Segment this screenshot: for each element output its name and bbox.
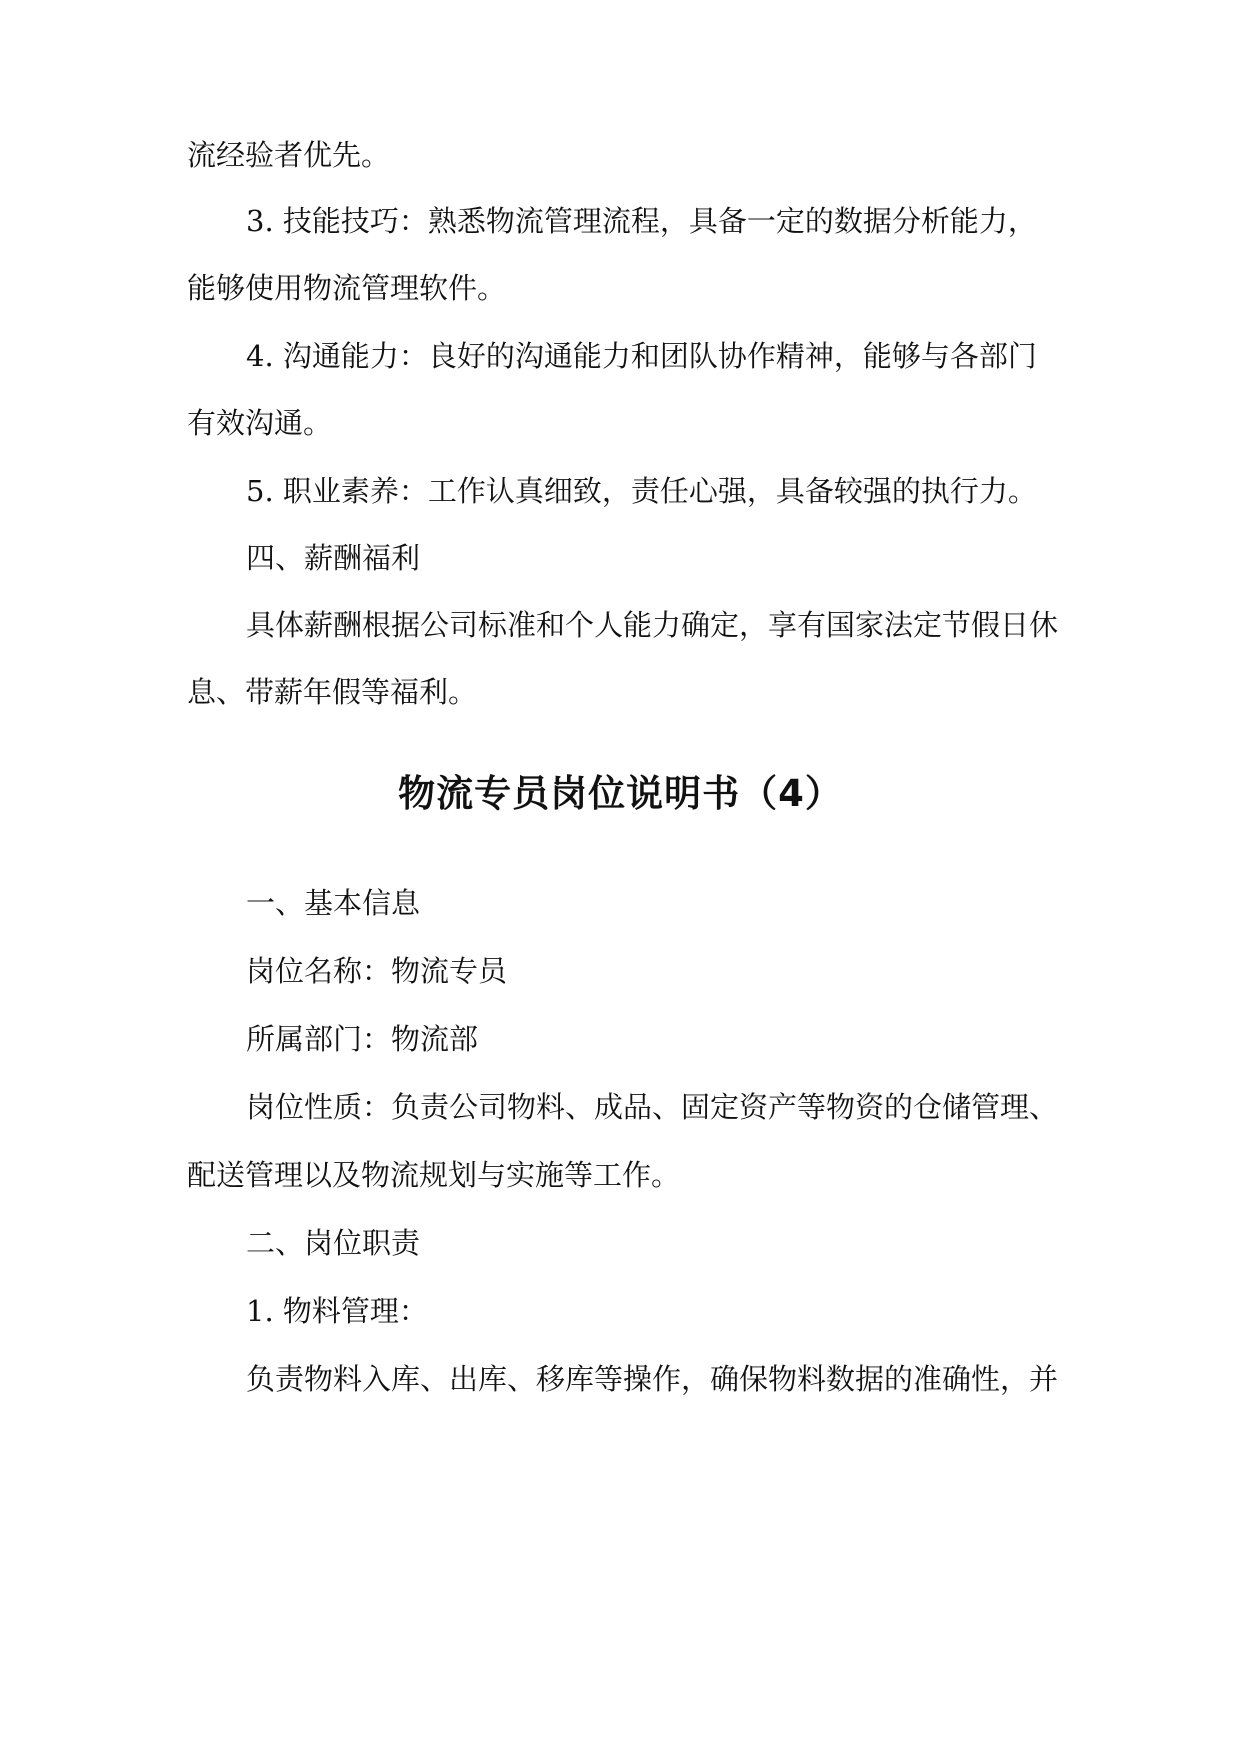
duty-1-line: 负责物料入库、出库、移库等操作，确保物料数据的准确性，并 xyxy=(246,1362,1059,1396)
paragraph-line: 流经验者优先。 xyxy=(187,138,391,172)
section-heading-salary: 四、薪酬福利 xyxy=(246,541,421,575)
job-name-line: 岗位名称：物流专员 xyxy=(246,954,508,988)
job-nature-line-continued: 配送管理以及物流规划与实施等工作。 xyxy=(187,1158,681,1192)
job-nature-line: 岗位性质：负责公司物料、成品、固定资产等物资的仓储管理、 xyxy=(246,1090,1059,1124)
department-line: 所属部门：物流部 xyxy=(246,1022,479,1056)
salary-line-continued: 息、带薪年假等福利。 xyxy=(187,675,478,709)
section-heading-basic-info: 一、基本信息 xyxy=(246,886,421,920)
section-heading-duties: 二、岗位职责 xyxy=(246,1226,421,1260)
document-title: 物流专员岗位说明书（4） xyxy=(398,772,843,815)
requirement-4-line: 4. 沟通能力：良好的沟通能力和团队协作精神，能够与各部门 xyxy=(246,339,1037,373)
requirement-5-line: 5. 职业素养：工作认真细致，责任心强，具备较强的执行力。 xyxy=(246,474,1037,508)
requirement-3-line-continued: 能够使用物流管理软件。 xyxy=(187,271,507,305)
salary-line: 具体薪酬根据公司标准和个人能力确定，享有国家法定节假日休 xyxy=(246,608,1059,642)
requirement-3-line: 3. 技能技巧：熟悉物流管理流程，具备一定的数据分析能力， xyxy=(246,204,1037,238)
duty-1-title: 1. 物料管理： xyxy=(246,1294,428,1328)
requirement-4-line-continued: 有效沟通。 xyxy=(187,406,333,440)
